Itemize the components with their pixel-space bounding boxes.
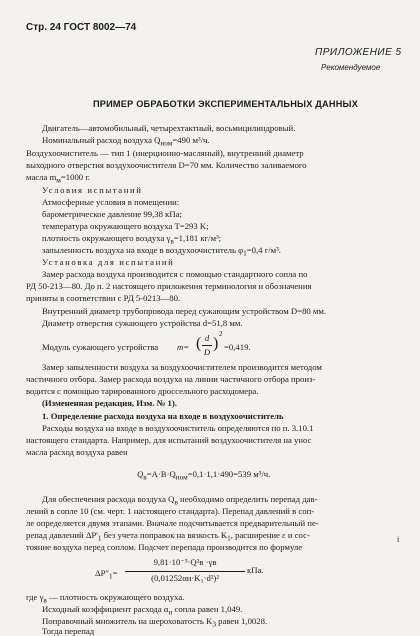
body-line: ле определяется двумя этапами. Вначале подсчитывается предварительный пе- [26,518,319,528]
formula-paren-right: ) [213,335,219,352]
amendment-note: (Измененная редакция, Изм. № 1). [42,398,177,408]
body-line: Поправочный множитель на шероховатость $K_3$ равен 1,0028. [42,616,268,629]
fraction-bar [202,345,212,346]
body-line: Диаметр отверстия сужающего устройства d=51,8 мм. [42,318,243,328]
body-line: выходного отверстия воздухоочистителя D=70 мм. Количество заливаемого [26,160,307,170]
body-line: Атмосферные условия в помещении: [42,197,180,207]
document-title: ПРИМЕР ОБРАБОТКИ ЭКСПЕРИМЕНТАЛЬНЫХ ДАННЫХ [93,99,359,109]
formula-lhs: m= [177,342,190,352]
body-line: Замер расхода воздуха производится с помощью стандартного сопла по [42,269,308,279]
formula-numerator: d [204,333,210,343]
body-line: плотность окружающего воздуха $\gamma_в=1,181$ кг/м³; [42,233,222,246]
body-line: частичного отбора. Замер расхода воздуха на линии частичного отбора произ- [26,374,316,384]
body-line: Исходный коэффициент расхода $\alpha_и$ сопла равен 1,049. [42,604,243,617]
formula-denominator: D [203,347,211,357]
formula-paren-left: ( [196,335,202,352]
body-line: Двигатель—автомобильный, четырехтактный, восьмицилиндровый. [42,123,296,133]
body-line: Модуль сужающего устройства [42,342,159,352]
body-line: РД 50-213—80. До п. 2 настоящего приложения терминология и обозначения [26,281,312,291]
body-line: Замер запыленности воздуха за воздухоочистителем производится методом [42,362,322,372]
body-line: масла $m_м=1000$ г. [26,172,91,185]
body-line: настоящего стандарта. Например, для испытаний воздухоочистителя на унос [26,435,312,445]
formula-numerator: 9,81·10⁻³·Q²в ·γв [153,557,217,567]
formula-unit: кПа. [247,565,264,575]
fraction-bar [125,571,245,572]
body-line: где $\gamma_в$ — плотность окружающего воздуха. [26,592,185,605]
formula-exponent: 2 [219,330,223,338]
body-line: лений в сопле 10 (см. черт. 1 настоящего стандарта). Перепад давлений в соп- [26,506,315,516]
body-line: температура окружающего воздуха T=293 K; [42,221,209,231]
body-line: Тогда перепад [42,626,95,636]
formula-lhs: $\Delta P''_1=$ [95,568,118,581]
body-line: Воздухоочиститель — тип 1 (инерционно-масляный), внутренний диаметр [26,148,304,158]
appendix-label: ПРИЛОЖЕНИЕ 5 [315,47,402,58]
body-line: Для обеспечения расхода воздуха $Q_в$ необходимо определить перепад дав- [42,494,318,507]
margin-mark: i [397,535,400,544]
subsection-heading: 1. Определение расхода воздуха на входе в воздухоочиститель [42,411,284,421]
body-line: Расходы воздуха на входе в воздухоочиститель определяются по п. 3.10.1 [42,423,314,433]
flow-formula: $Q_в=A\cdot B\cdot Q_{ном}=0,1\cdot 1,1\cdot 490=539$ м³/ч. [137,469,271,482]
page-number-header: Стр. 24 ГОСТ 8002—74 [26,22,137,33]
body-line: Внутренний диаметр трубопровода перед сужающим устройством D=80 мм. [42,306,327,316]
section-heading: Условия испытаний [42,185,143,195]
body-line: приняты в соответствии с РД 5-0213—80. [26,293,181,303]
formula-denominator: (0,01252αи·K₃·d²)² [151,573,219,583]
formula-result: =0,419. [224,342,251,352]
body-line: Номинальный расход воздуха $Q_{ном}=490$ м³/ч. [42,135,210,148]
body-line: масла расход воздуха равен [26,447,128,457]
body-line: барометрическое давление 99,38 кПа; [42,209,182,219]
body-line: репад давлений $\Delta P'_1$ без учета поправок на вязкость $K_1$, расширение ε и сос- [26,530,310,543]
body-line: водится с помощью тарированного дроссельного расходомера. [26,386,259,396]
body-line: запыленность воздуха на входе в воздухоочиститель $\varphi_1=0,4$ г/м³. [42,245,281,258]
body-line: тояние воздуха перед соплом. Подсчет перепада производится по формуле [26,542,303,552]
section-heading: Установка для испытаний [42,257,175,267]
recommended-label: Рекомендуемое [321,63,381,72]
